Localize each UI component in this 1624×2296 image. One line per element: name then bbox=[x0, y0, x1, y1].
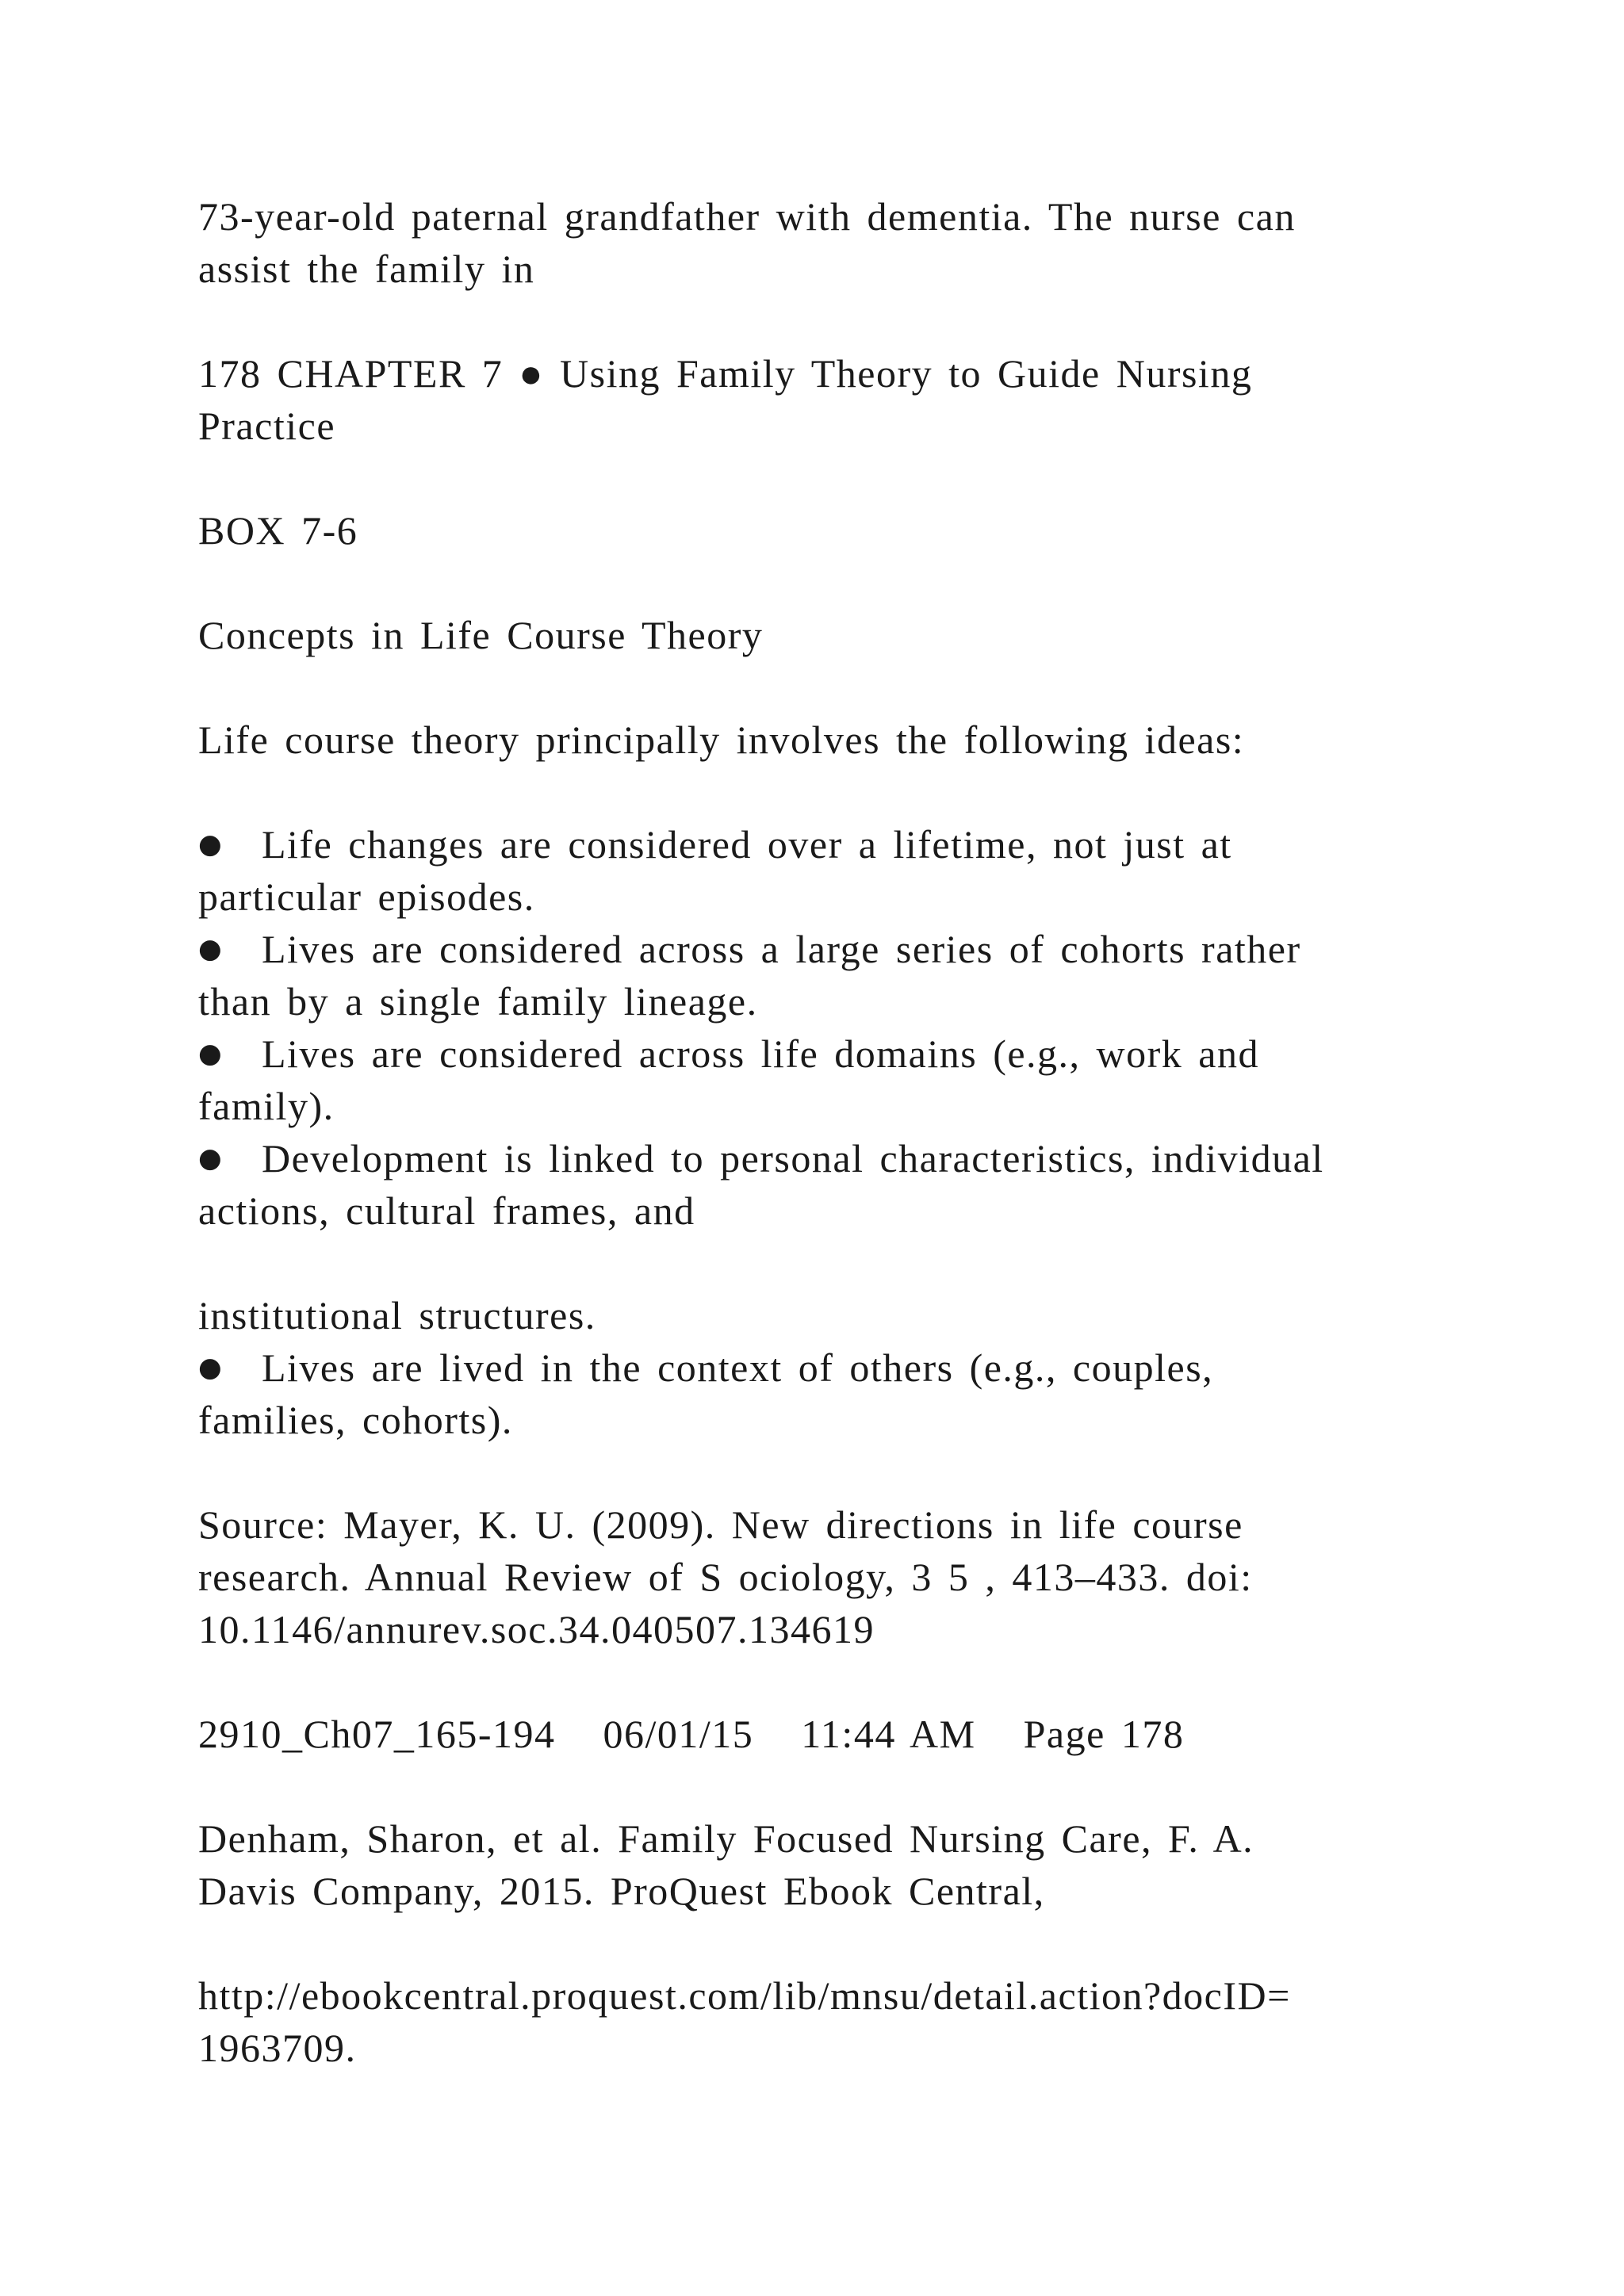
bullet-icon: ● bbox=[198, 1142, 224, 1174]
file-footer-text: 2910_Ch07_165-194 06/01/15 11:44 AM Page 178 bbox=[198, 1712, 1185, 1756]
box-lead-text: Life course theory principally involves the following ideas: bbox=[198, 718, 1245, 762]
running-header-line-2: Practice bbox=[198, 404, 336, 448]
file-footer bbox=[198, 1708, 1435, 1760]
bullet-text-first: Life changes are considered over a lifetime, not just at bbox=[262, 822, 1232, 867]
box-lead bbox=[198, 714, 1435, 766]
url-line-1: http://ebookcentral.proquest.com/lib/mnsu/detail.action?docID= bbox=[198, 1973, 1291, 2018]
box-label bbox=[198, 504, 1435, 557]
citation-line-1: Denham, Sharon, et al. Family Focused Nursing Care, F. A. bbox=[198, 1816, 1254, 1861]
ebook-url bbox=[198, 1969, 1435, 2074]
box-title-text: Concepts in Life Course Theory bbox=[198, 613, 764, 657]
box-label-text: BOX 7-6 bbox=[198, 508, 358, 553]
intro-paragraph bbox=[198, 190, 1435, 295]
citation-line-2: Davis Company, 2015. ProQuest Ebook Central, bbox=[198, 1869, 1045, 1913]
source-line-3: 10.1146/annurev.soc.34.040507.134619 bbox=[198, 1607, 875, 1651]
concept-bullet-list bbox=[198, 818, 1435, 1237]
bullet-text-rest: actions, cultural frames, and bbox=[198, 1188, 695, 1233]
bullet-icon: ● bbox=[198, 1038, 224, 1070]
bullet-item bbox=[198, 1027, 1435, 1132]
bullet-icon: ● bbox=[198, 828, 224, 860]
bullet-text-rest: particular episodes. bbox=[198, 874, 535, 919]
book-citation bbox=[198, 1812, 1435, 1917]
intro-line-1: 73-year-old paternal grandfather with dementia. The nurse can bbox=[198, 194, 1296, 239]
bullet-item bbox=[198, 1341, 1435, 1446]
running-header bbox=[198, 347, 1435, 452]
bullet-item bbox=[198, 923, 1435, 1027]
bullet-continuation-block bbox=[198, 1289, 1435, 1446]
bullet-text-first: Lives are lived in the context of others (e.g., couples, bbox=[262, 1345, 1214, 1390]
document-page bbox=[198, 190, 1435, 2126]
running-header-line-1: 178 CHAPTER 7 ● Using Family Theory to Guide Nursing bbox=[198, 351, 1253, 396]
bullet-text-rest: families, cohorts). bbox=[198, 1398, 513, 1442]
bullet-text-rest: than by a single family lineage. bbox=[198, 979, 758, 1024]
bullet-text-rest: family). bbox=[198, 1084, 335, 1128]
url-line-2: 1963709. bbox=[198, 2026, 357, 2070]
box-title bbox=[198, 609, 1435, 661]
source-line-2: research. Annual Review of S ociology, 3 5 , 413–433. doi: bbox=[198, 1555, 1253, 1599]
source-citation bbox=[198, 1498, 1435, 1655]
intro-line-2: assist the family in bbox=[198, 247, 535, 291]
bullet-text-first: Development is linked to personal characteristics, individual bbox=[262, 1136, 1324, 1181]
bullet-item bbox=[198, 818, 1435, 923]
bullet-icon: ● bbox=[198, 933, 224, 965]
source-line-1: Source: Mayer, K. U. (2009). New directions in life course bbox=[198, 1502, 1243, 1547]
bullet-text-first: Lives are considered across life domains (e.g., work and bbox=[262, 1031, 1260, 1076]
bullet-icon: ● bbox=[198, 1352, 224, 1383]
bullet-continuation: institutional structures. bbox=[198, 1293, 596, 1337]
bullet-item bbox=[198, 1132, 1435, 1237]
bullet-text-first: Lives are considered across a large series of cohorts rather bbox=[262, 927, 1301, 971]
